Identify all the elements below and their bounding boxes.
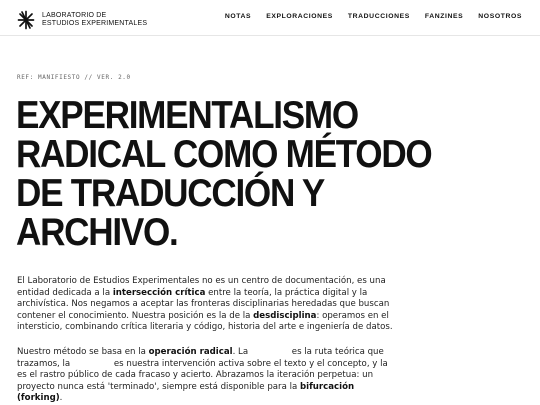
asterisk-star-icon <box>16 10 36 30</box>
reference-label: REF: MANIFIESTO // VER. 2.0 <box>17 74 131 81</box>
p1-text-3: : operamos en el intersticio, combinando crítica literaria y código, historia del arte e ingeniería de datos. <box>17 310 393 333</box>
site-header <box>0 0 540 36</box>
method-paragraph <box>17 347 421 405</box>
brand-line-1: LABORATORIO DE <box>42 12 107 19</box>
p1-bold-1: intersección crítica <box>112 287 206 298</box>
page-title: EXPERIMENTALISMO RADICAL COMO MÉTODO DE TRADUCCIÓN Y ARCHIVO. <box>16 94 432 254</box>
p2-text-3: . <box>59 393 63 404</box>
main-nav <box>225 13 522 20</box>
brand-line-2: ESTUDIOS EXPERIMENTALES <box>42 20 148 27</box>
p1-text-2: entre la teoría, la práctica digital y la archivística. Nos negamos a aceptar las fronteras disciplinarias heredadas que buscan contener el conocimiento. Nuestra posición es la de la <box>17 287 390 321</box>
site-logo[interactable] <box>16 10 147 30</box>
nav-link-nosotros[interactable]: NOSOTROS <box>478 13 522 20</box>
nav-link-exploraciones[interactable]: EXPLORACIONES <box>266 13 333 20</box>
p1-bold-2: desdisciplina <box>253 310 317 321</box>
p2-bold-2: bifurcación (forking) <box>17 381 355 404</box>
p2-bold-1: operación radical <box>148 347 233 357</box>
brand-name <box>42 12 147 28</box>
intro-paragraph <box>17 276 393 334</box>
p2-text-1: Nuestro método se basa en la <box>17 347 149 357</box>
nav-link-notas[interactable]: NOTAS <box>224 13 252 20</box>
p2-text-2: . La es la ruta teórica que trazamos, la es nuestra intervención activa sobre el texto y el concepto, y la es el rastro público de cada fracaso y acierto. Abrazamos la iteración perpetua: un proyecto nunca está 'terminado', siempre está disponible para la <box>17 347 421 392</box>
p1-text-1: El Laboratorio de Estudios Experimentales no es un centro de documentación, es una entidad dedicada a la <box>17 276 386 298</box>
nav-link-traducciones[interactable]: TRADUCCIONES <box>347 13 410 20</box>
nav-link-fanzines[interactable]: FANZINES <box>424 13 464 20</box>
